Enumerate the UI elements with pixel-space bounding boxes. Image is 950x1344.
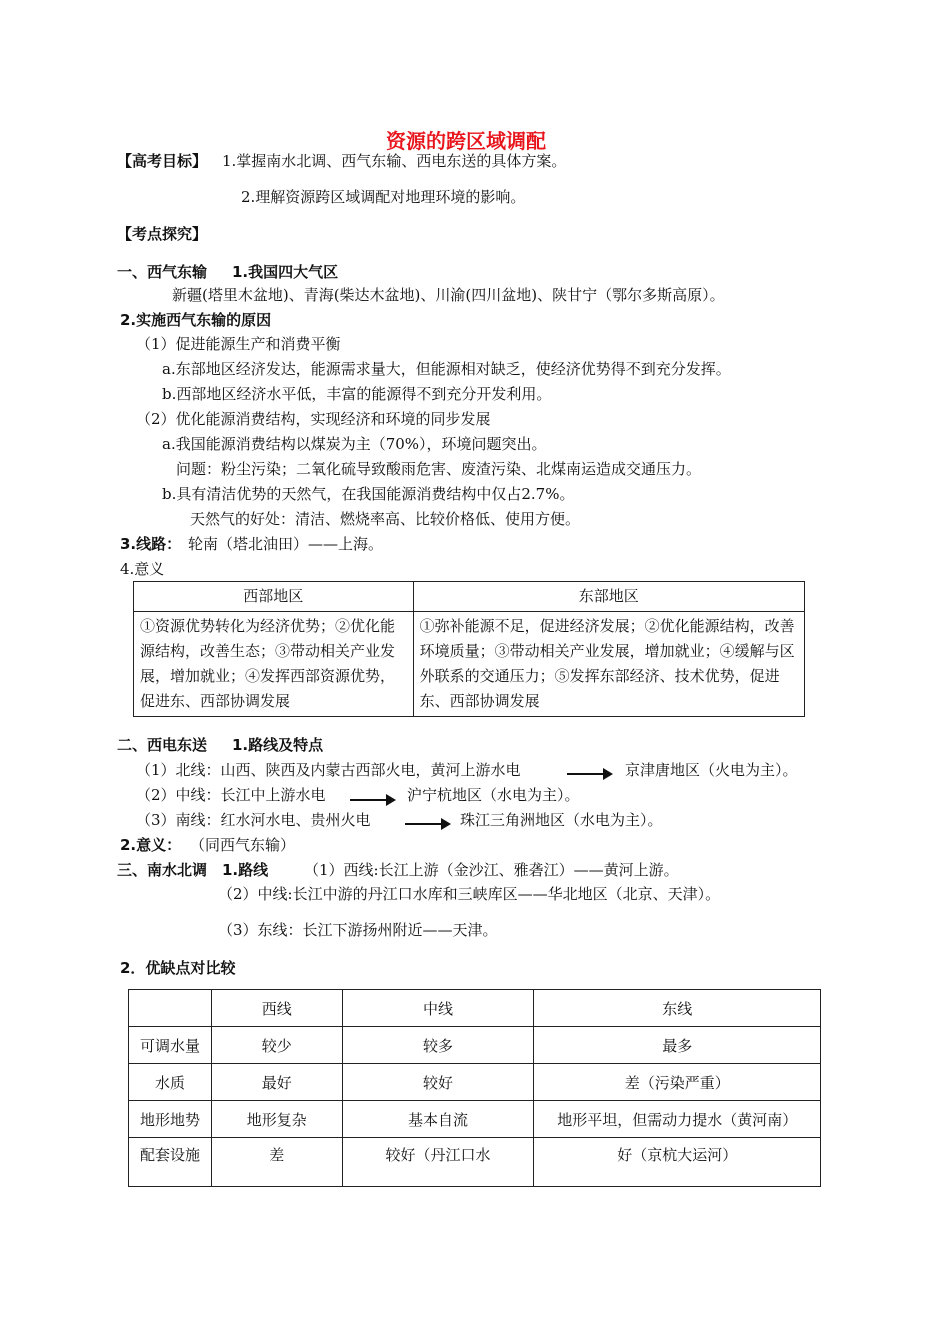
section-1-sub3: 3.线路： [120,535,182,553]
comparison-header-middle: 中线 [342,990,534,1027]
section-1-heading: 一、西气东输 [117,263,208,281]
cell-east: 差（污染严重） [534,1064,821,1101]
section-2-sub2: 2.意义： [120,836,182,854]
table-row [129,1064,821,1101]
south-line-from: （3）南线：红水河水电、贵州火电 [136,811,371,829]
goal-item-1: 1.掌握南水北调、西气东输、西电东送的具体方案。 [222,152,567,170]
middle-arrow-icon [350,799,394,801]
cell-middle: 较好（丹江口水 [342,1138,534,1187]
explore-label: 【考点探究】 [117,225,208,243]
reason-1b: b.西部地区经济水平低，丰富的能源得不到充分开发利用。 [162,385,552,403]
table-cell-west: ①资源优势转化为经济优势；②优化能源结构，改善生态；③带动相关产业发展，增加就业；④发挥西部资源优势，促进东、西部协调发展 [134,612,414,717]
goals-label: 【高考目标】 [117,152,208,170]
section-3-sub1: 1.路线 [222,861,269,879]
section-2-meaning: （同西气东输） [190,836,296,854]
row-label: 地形地势 [129,1101,212,1138]
cell-west: 最好 [211,1064,342,1101]
gas-areas-text: 新疆(塔里木盆地)、青海(柴达木盆地)、川渝(四川盆地)、陕甘宁（鄂尔多斯高原）。 [172,286,725,304]
reason-2: （2）优化能源消费结构，实现经济和环境的同步发展 [136,410,491,428]
reason-1: （1）促进能源生产和消费平衡 [136,335,341,353]
comparison-header-empty [129,990,212,1027]
page-title: 资源的跨区域调配 [386,129,546,153]
reason-1a: a.东部地区经济发达，能源需求量大，但能源相对缺乏，使经济优势得不到充分发挥。 [162,360,731,378]
middle-line-to: 沪宁杭地区（水电为主）。 [407,786,580,804]
cell-west: 差 [211,1138,342,1187]
table-row [129,1027,821,1064]
row-label: 水质 [129,1064,212,1101]
section-1-sub2: 2.实施西气东输的原因 [120,311,272,329]
significance-table [133,581,805,717]
row-label: 配套设施 [129,1138,212,1187]
table-header-east: 东部地区 [413,582,804,612]
cell-west: 地形复杂 [211,1101,342,1138]
cell-middle: 基本自流 [342,1101,534,1138]
reason-2b-benefit: 天然气的好处：清洁、燃烧率高、比较价格低、使用方便。 [190,510,581,528]
north-line-from: （1）北线：山西、陕西及内蒙古西部火电，黄河上游水电 [136,761,521,779]
cell-middle: 较多 [342,1027,534,1064]
cell-east: 地形平坦，但需动力提水（黄河南） [534,1101,821,1138]
reason-2a: a.我国能源消费结构以煤炭为主（70%），环境问题突出。 [162,435,547,453]
section-1-sub4: 4.意义 [120,560,165,578]
comparison-header-west: 西线 [211,990,342,1027]
north-arrow-icon [567,773,611,775]
south-arrow-icon [405,823,449,825]
table-row [129,1101,821,1138]
middle-line-from: （2）中线：长江中上游水电 [136,786,326,804]
reason-2b: b.具有清洁优势的天然气，在我国能源消费结构中仅占2.7%。 [162,485,575,503]
east-line-route: （3）东线：长江下游扬州附近——天津。 [218,921,498,939]
row-label: 可调水量 [129,1027,212,1064]
table-header-west: 西部地区 [134,582,414,612]
route-text: 轮南（塔北油田）——上海。 [188,535,384,553]
cell-east: 最多 [534,1027,821,1064]
cell-east: 好（京杭大运河） [534,1138,821,1187]
middle-line-route: （2）中线:长江中游的丹江口水库和三峡库区——华北地区（北京、天津）。 [218,885,721,903]
table-cell-east: ①弥补能源不足，促进经济发展；②优化能源结构，改善环境质量；③带动相关产业发展，增加就业；④缓解与区外联系的交通压力；⑤发挥东部经济、技术优势，促进东、西部协调发展 [413,612,804,717]
reason-2a-problem: 问题：粉尘污染；二氧化硫导致酸雨危害、废渣污染、北煤南运造成交通压力。 [176,460,702,478]
section-3-heading: 三、南水北调 [117,861,208,879]
section-2-heading: 二、西电东送 [117,736,208,754]
comparison-header-east: 东线 [534,990,821,1027]
cell-middle: 较好 [342,1064,534,1101]
goal-item-2: 2.理解资源跨区域调配对地理环境的影响。 [241,188,526,206]
north-line-to: 京津唐地区（火电为主）。 [625,761,798,779]
comparison-table [128,989,821,1187]
section-3-sub2: 2．优缺点对比较 [120,959,236,977]
section-2-sub1: 1.路线及特点 [232,736,324,754]
cell-west: 较少 [211,1027,342,1064]
table-row [129,1138,821,1187]
south-line-to: 珠江三角洲地区（水电为主）。 [460,811,663,829]
west-line-route: （1）西线:长江上游（金沙江、雅砻江）——黄河上游。 [304,861,679,879]
section-1-sub1: 1.我国四大气区 [232,263,339,281]
